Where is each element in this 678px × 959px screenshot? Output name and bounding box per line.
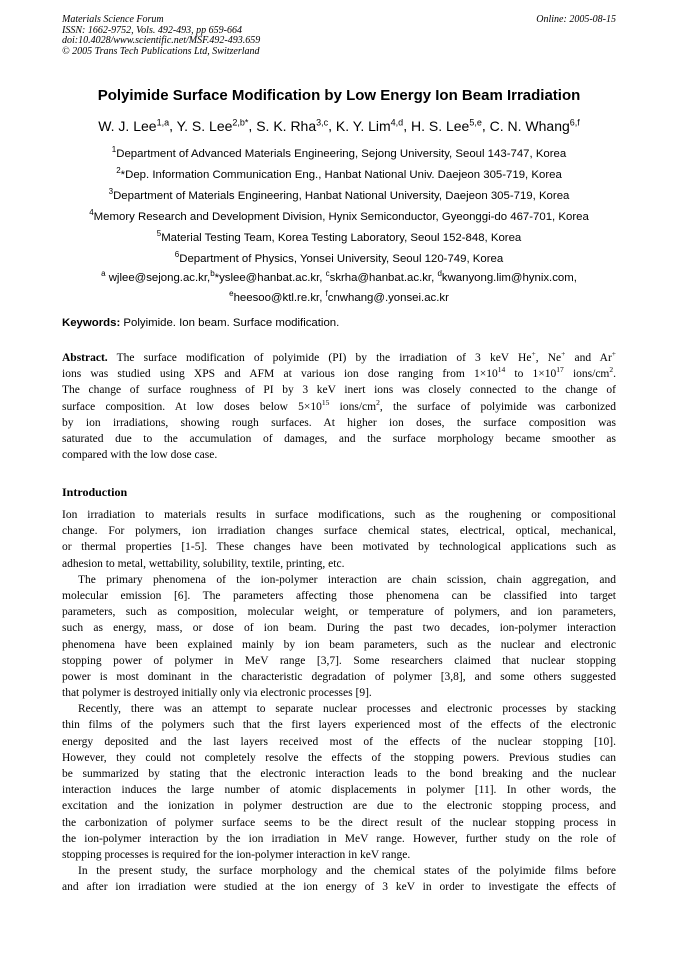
paragraph-line: such as energy, mass, or dose of ion beam. During the past two decades, ion-polymer interaction [62,622,616,635]
email-list [0,266,678,306]
affiliation: $^4$Memory Research and Development Division, Hynix Semiconductor, Gyeonggi-do 467-701, Korea [89,208,589,223]
paper-title: Polyimide Surface Modification by Low Energy Ion Beam Irradiation [97,87,581,104]
author: K. Y. Lim$^{4,d}$ [335,117,404,134]
abstract-line: saturated due to the accumulation of damages, and the surface morphology became smoother as [62,432,616,445]
paragraph-line: In the present study, the surface morphology and the chemical states of the polyimide films before [78,865,616,878]
keywords [62,317,339,329]
abstract-line: surface composition. At low doses below $5\times 10^{15}$ ions/$cm^2$, the surface of polyimide was carbonized [62,398,616,413]
author: C. N. Whang$^{6,f}$ [489,117,580,134]
email-line: $^e$heesoo@ktl.re.kr, $^f$cnwhang@.yonsei.ac.kr [229,288,449,304]
paragraph-line: or thermal properties [1-5]. These changes have been motivated by technological applications such as [62,541,616,554]
abstract-line: The change of surface roughness of PI by 3 keV inert ions was closely connected to the change of [62,384,616,397]
paragraph-line: However, they could not completely resolve the effects of the stopping powers. Previous studies can [62,751,616,764]
paragraph-line: parameters, such as composition, molecular weight, or temperature of polymers, and ion parameters, [62,606,616,619]
paragraph-line: that polymer is destroyed initially only via electronic processes [9]. [62,687,372,700]
journal-header [62,15,616,57]
email-link[interactable]: kwanyong.lim@hynix.com, [441,271,577,284]
author: H. S. Lee$^{5,e}$ [410,117,482,134]
paragraph-line: thin films of the polymers such that the first layers experienced most of the effects of the electronic [62,719,616,732]
author: Y. S. Lee$^{2,b*}$ [176,117,249,134]
paragraph-line: be summarized by stating that the electronic interaction leads to the bond breaking and the nuclear [62,768,616,780]
affiliation: $^1$Department of Advanced Materials Engineering, Sejong University, Seoul 143-747, Korea [111,145,567,160]
paragraph-line: change. For polymers, ion irradiation changes surface chemical states, electrical, optical, mechanical, [62,525,616,538]
paragraph-line: phenomena have been explained mainly by ion beam parameters, such as the nuclear and electronic [62,638,616,651]
doi-line: doi:10.4028/www.scientific.net/MSF.492-493.659 [62,35,261,47]
abstract-line: ions was studied using XPS and AFM at various ion dose ranging from $1\times 10^{14}$ to $1\times 10^{17}$ ions/$cm^2$. [62,366,616,381]
paragraph-line: Ion irradiation to materials results in surface modifications, such as the roughening or compositional [62,509,616,521]
paragraph-line: The primary phenomena of the ion-polymer interaction are chain scission, chain aggregation, and [78,573,616,586]
affiliation: $^2$*Dep. Information Communication Eng., Hanbat National Univ. Daejeon 305-719, Korea [116,166,562,181]
copyright-line: © 2005 Trans Tech Publications Ltd, Switzerland [62,45,260,57]
paragraph-line: stopping processes is required for the ion-polymer interaction in keV range. [62,848,411,861]
abstract-line: Abstract. The surface modification of polyimide (PI) by the irradiation of 3 keV He+, Ne+ and Ar+ [62,350,616,364]
author-list: W. J. Lee$^{1,a}$, Y. S. Lee$^{2,b*}$, S. K. Rha$^{3,c}$, K. Y. Lim$^{4,d}$, H. S. Lee$^{5,e}$, C. N. Whang$^{6,f}$ [98,117,580,134]
paragraph-line: excitation and the ionization in polymer destruction are due to the electronic stopping process, and [62,800,616,813]
email-link[interactable]: heesoo@ktl.re.kr, [233,291,323,304]
journal-name: Materials Science Forum [62,14,164,25]
section-heading: Introduction [62,485,128,499]
email-line: $^a$ wjlee@sejong.ac.kr,$^b$*yslee@hanbat.ac.kr, $^c$skrha@hanbat.ac.kr, $^d$kwanyong.lim@hynix.com, [101,269,577,284]
affiliation: $^5$Material Testing Team, Korea Testing Laboratory, Seoul 152-848, Korea [156,229,522,244]
author: W. J. Lee$^{1,a}$ [98,117,170,134]
paragraph-line: Recently, there was an attempt to separate nuclear processes and electronic processes by stacking [78,703,616,716]
email-link[interactable]: *yslee@hanbat.ac.kr, [214,271,323,284]
paragraph-line: and after ion irradiation were studied at the ion energy of 3 keV in order to investigate the effects of [62,881,616,894]
paragraph-line: stopping power of polymer in MeV range [3,7]. Some researchers claimed that nuclear stopping [62,654,616,667]
paragraph-line: energy deposited and the last layers received most of the effects of the nuclear stopping [10]. [62,735,616,748]
keywords-text: Polyimide. Ion beam. Surface modification. [123,317,340,329]
paragraph-line: interaction induces the large number of atomic displacements in polymer [11]. In other words, the [62,784,616,797]
email-link[interactable]: cnwhang@.yonsei.ac.kr [327,291,449,304]
abstract-line: by ion irradiations, showing rough surfaces. At higher ion doses, the surface composition was [62,416,616,429]
online-date: Online: 2005-08-15 [536,14,616,25]
email-link[interactable]: skrha@hanbat.ac.kr, [329,271,435,284]
email-link[interactable]: wjlee@sejong.ac.kr, [108,271,211,284]
paragraph-line: adhesion to metal, wettability, solubility, textile, printing, etc. [62,557,345,570]
author: S. K. Rha$^{3,c}$ [256,117,329,134]
paragraph-line: the carbonization of polymer surface seems to be the direct result of the nuclear stopping process in [62,816,616,829]
introduction-body [62,507,616,896]
affiliation: $^6$Department of Physics, Yonsei University, Seoul 120-749, Korea [174,250,504,265]
paragraph-line: power is most dominant in the characteristic degradation of polymer [3,8], and some others suggested [62,670,616,683]
abstract-line: compared with the low dose case. [62,449,218,462]
paragraph-line: the ion-polymer interaction by the ion irradiation in MeV range. However, further study on the role of [62,832,616,845]
abstract [62,350,616,463]
keywords-label: Keywords: [62,317,121,329]
affiliation-list [0,139,678,265]
issn-line: ISSN: 1662-9752, Vols. 492-493, pp 659-664 [62,24,242,36]
paragraph-line: molecular emission [6]. The parameters affecting those phenomena can be classified into target [62,589,616,602]
affiliation: $^3$Department of Materials Engineering, Hanbat National University, Daejeon 305-719, Korea [108,187,570,202]
